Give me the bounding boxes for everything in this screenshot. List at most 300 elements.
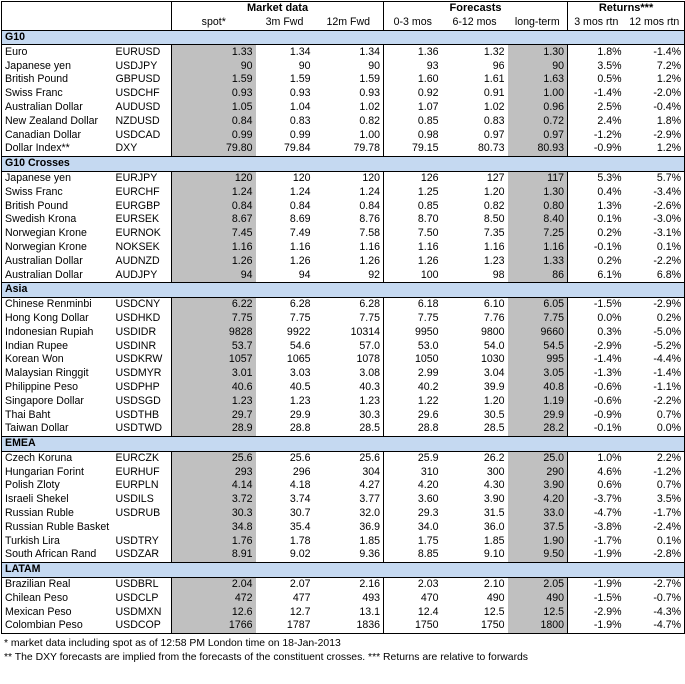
forecast-0-3-mos: 1.60 [384,73,442,87]
forecast-long-term: 1.63 [508,73,568,87]
forecast-0-3-mos: 1750 [384,619,442,633]
currency-name: Chinese Renminbi [2,297,113,311]
forecast-0-3-mos: 1.25 [384,185,442,199]
spot: 1.33 [172,45,256,59]
ticker: USDTRY [115,534,159,547]
currency-name: Hong Kong Dollar [2,312,113,326]
forecast-6-12-mos: 0.91 [483,87,505,100]
ticker: EURUSD [115,45,161,58]
forecast-6-12-mos: 1.16 [483,240,505,253]
forecast-long-term: 7.25 [508,227,568,241]
currency-name: Polish Zloty [2,479,113,493]
spot: 30.3 [172,507,256,521]
return-12-mos: 5.7% [625,171,685,185]
forecast-long-term: 25.0 [508,451,568,465]
table-row [2,73,685,87]
table-row [2,171,685,185]
return-12-mos: -1.4% [625,45,685,59]
return-3-mos: 0.4% [568,185,625,199]
forecast-6-12-mos: 0.82 [483,199,505,212]
spot: 6.22 [172,297,256,311]
table-row [2,479,685,493]
forecast-6-12-mos: 6.10 [483,298,505,311]
table-row [2,312,685,326]
table-row [2,493,685,507]
forecast-0-3-mos: 470 [384,591,442,605]
forecast-long-term: 2.05 [508,577,568,591]
return-12-mos: -2.9% [625,297,685,311]
3m-fwd: 477 [292,591,311,604]
col-header-3m-fwd: 3m Fwd [265,16,304,29]
3m-fwd: 120 [292,171,311,184]
return-12-mos: -5.0% [625,325,685,339]
spot: 0.93 [172,87,256,101]
forecast-6-12-mos: 9800 [480,325,505,338]
12m-fwd: 304 [362,465,381,478]
spot: 34.8 [172,520,256,534]
12m-fwd: 7.58 [359,227,381,240]
3m-fwd: 2.07 [289,578,311,591]
return-12-mos: -2.0% [625,87,685,101]
ticker [113,520,172,534]
spot: 1.05 [172,101,256,115]
header-column-row [2,16,685,30]
currency-name: Norwegian Krone [2,241,113,255]
return-12-mos: -4.7% [625,619,685,633]
return-3-mos: -1.7% [568,534,625,548]
footnote-dxy-returns: ** The DXY forecasts are implied from the forecasts of the constituent crosses. *** Returns are relative to forwards [4,651,529,663]
return-12-mos: -3.4% [625,185,685,199]
forecast-long-term: 1.90 [508,534,568,548]
forecast-long-term: 1.00 [508,87,568,101]
12m-fwd: 36.9 [359,520,381,533]
table-row [2,605,685,619]
col-header-0-3-mos: 0-3 mos [384,16,442,30]
3m-fwd: 1.59 [289,73,311,86]
12m-fwd: 40.3 [359,380,381,393]
currency-name: Singapore Dollar [2,394,113,408]
12m-fwd: 1836 [314,619,384,633]
forecast-long-term: 40.8 [508,381,568,395]
currency-name: South African Rand [2,548,113,562]
section-header [2,30,685,45]
return-12-mos: -2.6% [625,199,685,213]
spot: 1057 [172,353,256,367]
3m-fwd: 9922 [286,325,311,338]
12m-fwd: 1.59 [359,73,381,86]
return-3-mos: 0.2% [568,254,625,268]
forecast-6-12-mos: 1.85 [483,534,505,547]
forecast-long-term: 6.05 [508,297,568,311]
ticker: AUDUSD [115,100,161,113]
forecast-0-3-mos: 40.2 [384,381,442,395]
ticker: NZDUSD [115,114,160,127]
ticker: EURHUF [115,465,160,478]
currency-name: Indian Rupee [2,339,113,353]
return-3-mos: 2.5% [568,101,625,115]
section-header [2,562,685,577]
spot: 28.9 [172,422,256,436]
return-12-mos: -1.4% [625,367,685,381]
currency-name: Taiwan Dollar [2,422,113,436]
forecast-0-3-mos: 29.3 [384,507,442,521]
forecast-6-12-mos: 96 [492,59,505,72]
table-row [2,142,685,156]
return-12-mos: 0.1% [625,241,685,255]
section-title: G10 Crosses [2,156,685,171]
return-3-mos: -1.5% [568,591,625,605]
forecast-6-12-mos: 1.02 [483,100,505,113]
currency-name: Turkish Lira [2,534,113,548]
header-blank-2 [2,16,172,30]
ticker: EURSEK [115,213,160,226]
3m-fwd: 35.4 [289,520,311,533]
return-12-mos: 6.8% [625,268,685,282]
12m-fwd: 1.23 [359,394,381,407]
return-3-mos: 0.3% [568,325,625,339]
spot: 2.04 [172,577,256,591]
return-3-mos: -3.7% [568,493,625,507]
currency-name: Australian Dollar [2,254,113,268]
table-row [2,59,685,73]
spot: 25.6 [172,451,256,465]
forecast-6-12-mos: 3.90 [483,493,505,506]
currency-name: Russian Ruble Basket [2,520,113,534]
12m-fwd: 1.16 [359,240,381,253]
ticker: AUDJPY [115,268,158,281]
return-3-mos: -1.9% [568,577,625,591]
currency-name: Australian Dollar [2,268,113,282]
table-row [2,297,685,311]
forecast-6-12-mos: 1750 [442,619,508,633]
forecast-long-term: 1.33 [508,254,568,268]
header-group-forecasts: Forecasts [384,2,568,16]
return-12-mos: 0.1% [625,534,685,548]
forecast-6-12-mos: 7.76 [483,311,505,324]
12m-fwd: 6.28 [359,298,381,311]
return-3-mos: -0.9% [568,408,625,422]
12m-fwd: 3.08 [359,367,381,380]
currency-name: Colombian Peso [2,619,113,633]
ticker: USDINR [115,339,157,352]
forecast-long-term: 33.0 [508,507,568,521]
spot: 8.67 [172,213,256,227]
spot: 293 [172,465,256,479]
spot: 7.75 [172,312,256,326]
spot: 1.59 [172,73,256,87]
12m-fwd: 10314 [350,325,381,338]
forecast-6-12-mos: 490 [486,591,505,604]
ticker: EURPLN [115,479,159,492]
col-header-long-term: long-term [514,16,560,29]
currency-name: Russian Ruble [2,507,113,521]
forecast-0-3-mos: 8.70 [384,213,442,227]
forecast-0-3-mos: 79.15 [384,142,442,156]
forecast-long-term: 12.5 [508,605,568,619]
ticker: EURJPY [115,171,158,184]
table-row [2,241,685,255]
section-title: LATAM [2,562,685,577]
ticker: USDCHF [115,87,160,100]
return-3-mos: -1.3% [568,367,625,381]
return-3-mos: -3.8% [568,520,625,534]
return-12-mos: -1.7% [625,507,685,521]
forecast-6-12-mos: 3.04 [483,367,505,380]
forecast-long-term: 29.9 [508,408,568,422]
forecast-0-3-mos: 4.20 [384,479,442,493]
12m-fwd: 28.5 [359,422,381,435]
ticker: USDMYR [115,367,162,380]
12m-fwd: 1.34 [359,45,381,58]
ticker: DXY [115,142,138,155]
3m-fwd: 12.7 [289,605,311,618]
return-3-mos: 6.1% [568,268,625,282]
ticker: EURNOK [115,227,161,240]
forecast-long-term: 4.20 [508,493,568,507]
return-12-mos: -3.1% [625,227,685,241]
12m-fwd: 32.0 [359,507,381,520]
ticker: USDSGD [115,394,161,407]
spot: 12.6 [172,605,256,619]
col-header-12-mos-rtn: 12 mos rtn [625,16,685,30]
12m-fwd: 1.02 [359,100,381,113]
12m-fwd: 1.85 [359,534,381,547]
return-3-mos: 5.3% [568,171,625,185]
spot: 120 [172,171,256,185]
return-12-mos: -5.2% [625,339,685,353]
12m-fwd: 493 [362,591,381,604]
forecast-0-3-mos: 2.03 [384,577,442,591]
table-row [2,101,685,115]
currency-name: Swiss Franc [2,87,113,101]
col-header-3-mos-rtn: 3 mos rtn [568,16,625,30]
ticker: GBPUSD [115,73,161,86]
3m-fwd: 0.83 [289,114,311,127]
return-3-mos: -0.6% [568,381,625,395]
ticker: USDTWD [115,422,162,435]
forecast-0-3-mos: 29.6 [384,408,442,422]
currency-name: Swedish Krona [2,213,113,227]
forecast-long-term: 995 [508,353,568,367]
3m-fwd: 4.18 [289,479,311,492]
forecast-long-term: 1800 [508,619,568,633]
forecast-0-3-mos: 1.07 [384,101,442,115]
header-group-returns: Returns*** [568,2,685,16]
12m-fwd: 92 [368,268,381,281]
spot: 8.91 [172,548,256,562]
currency-name: Hungarian Forint [2,465,113,479]
forecast-0-3-mos: 25.9 [384,451,442,465]
forecast-6-12-mos: 31.5 [483,507,505,520]
3m-fwd: 94 [298,268,311,281]
forecast-6-12-mos: 1.23 [483,254,505,267]
forecast-long-term: 9660 [508,325,568,339]
table-row [2,213,685,227]
forecast-0-3-mos: 53.0 [384,339,442,353]
forecast-0-3-mos: 126 [384,171,442,185]
spot: 1.23 [172,394,256,408]
return-12-mos: -1.1% [625,381,685,395]
return-12-mos: -2.7% [625,577,685,591]
forecast-0-3-mos: 34.0 [384,520,442,534]
3m-fwd: 0.93 [289,87,311,100]
3m-fwd: 1787 [256,619,314,633]
return-3-mos: -1.2% [568,128,625,142]
forecast-0-3-mos: 6.18 [384,297,442,311]
forecast-long-term: 80.93 [508,142,568,156]
forecast-long-term: 7.75 [508,312,568,326]
ticker: EURGBP [115,199,161,212]
forecast-6-12-mos: 1.20 [483,394,505,407]
12m-fwd: 0.84 [359,199,381,212]
spot: 29.7 [172,408,256,422]
12m-fwd: 120 [362,171,381,184]
3m-fwd: 1.16 [289,240,311,253]
table-row [2,353,685,367]
forecast-0-3-mos: 1.36 [384,45,442,59]
forecast-6-12-mos: 36.0 [483,520,505,533]
spot: 9828 [172,325,256,339]
return-3-mos: 0.2% [568,227,625,241]
currency-name: Euro [2,45,113,59]
forecast-6-12-mos: 1030 [480,353,505,366]
spot: 79.80 [172,142,256,156]
forecast-long-term: 1.16 [508,241,568,255]
table-row [2,87,685,101]
currency-name: Mexican Peso [2,605,113,619]
spot: 0.84 [172,114,256,128]
spot: 3.01 [172,367,256,381]
12m-fwd: 1.24 [359,185,381,198]
table-row [2,451,685,465]
return-3-mos: -0.9% [568,142,625,156]
return-3-mos: 1.0% [568,451,625,465]
table-row [2,422,685,436]
return-3-mos: -1.9% [568,548,625,562]
forecast-0-3-mos: 7.50 [384,227,442,241]
section-header [2,282,685,297]
forecast-6-12-mos: 4.30 [483,479,505,492]
table-row [2,394,685,408]
forecast-6-12-mos: 98 [492,268,505,281]
3m-fwd: 29.9 [289,408,311,421]
forecast-long-term: 0.80 [508,199,568,213]
spot: 1.76 [172,534,256,548]
3m-fwd: 3.74 [289,493,311,506]
forecast-0-3-mos: 12.4 [384,605,442,619]
spot: 472 [172,591,256,605]
3m-fwd: 1.34 [289,45,311,58]
forecast-0-3-mos: 93 [384,59,442,73]
return-12-mos: 1.2% [625,73,685,87]
forecast-long-term: 0.72 [508,114,568,128]
currency-name: Chilean Peso [2,591,113,605]
table-row [2,465,685,479]
12m-fwd: 57.0 [359,339,381,352]
header-blank [2,2,172,16]
return-3-mos: 0.5% [568,73,625,87]
forecast-0-3-mos: 3.60 [384,493,442,507]
forecast-long-term: 3.05 [508,367,568,381]
footnote-market-data: * market data including spot as of 12:58 PM London time on 18-Jan-2013 [4,637,341,649]
12m-fwd: 7.75 [359,311,381,324]
return-12-mos: -1.2% [625,465,685,479]
return-12-mos: -2.9% [625,128,685,142]
forecast-6-12-mos: 7.35 [483,227,505,240]
12m-fwd: 1.26 [359,254,381,267]
forecast-0-3-mos: 1.16 [384,241,442,255]
12m-fwd: 8.76 [359,213,381,226]
return-3-mos: 1.8% [568,45,625,59]
table-row [2,325,685,339]
currency-name: Japanese yen [2,59,113,73]
forecast-long-term: 117 [508,171,568,185]
section-title: G10 [2,30,685,45]
return-12-mos: 1.8% [625,114,685,128]
3m-fwd: 1.78 [289,534,311,547]
forecast-long-term: 54.5 [508,339,568,353]
return-12-mos: -0.7% [625,591,685,605]
currency-name: Czech Koruna [2,451,113,465]
ticker: USDCOP [113,619,172,633]
return-3-mos: -2.9% [568,605,625,619]
footnotes [4,637,685,665]
return-12-mos: 0.7% [625,408,685,422]
3m-fwd: 1.24 [289,185,311,198]
return-3-mos: 4.6% [568,465,625,479]
forecast-0-3-mos: 1.26 [384,254,442,268]
spot: 7.45 [172,227,256,241]
forecast-0-3-mos: 7.75 [384,312,442,326]
spot: 1.24 [172,185,256,199]
currency-name: Canadian Dollar [2,128,113,142]
currency-name: British Pound [2,199,113,213]
return-3-mos: 3.5% [568,59,625,73]
spot: 0.99 [172,128,256,142]
forecast-0-3-mos: 0.92 [384,87,442,101]
forecast-0-3-mos: 8.85 [384,548,442,562]
forecast-6-12-mos: 1.32 [483,45,505,58]
table-row [2,268,685,282]
return-12-mos: -2.2% [625,254,685,268]
3m-fwd: 6.28 [289,298,311,311]
ticker: USDCNY [115,298,161,311]
return-12-mos: -2.8% [625,548,685,562]
return-12-mos: 0.2% [625,312,685,326]
ticker: AUDNZD [115,254,160,267]
3m-fwd: 90 [298,59,311,72]
currency-name: Korean Won [2,353,113,367]
forecast-6-12-mos: 80.73 [478,142,505,155]
return-12-mos: -4.4% [625,353,685,367]
3m-fwd: 7.49 [289,227,311,240]
forecast-long-term: 1.30 [508,45,568,59]
forecast-6-12-mos: 12.5 [483,605,505,618]
return-12-mos: -0.4% [625,101,685,115]
ticker: USDCLP [115,591,159,604]
3m-fwd: 3.03 [289,367,311,380]
spot: 0.84 [172,199,256,213]
spot: 1.16 [172,241,256,255]
forecast-6-12-mos: 9.10 [483,548,505,561]
currency-name: Indonesian Rupiah [2,325,113,339]
forecast-0-3-mos: 1.75 [384,534,442,548]
12m-fwd: 1078 [356,353,381,366]
table-row [2,577,685,591]
forecast-0-3-mos: 100 [384,268,442,282]
return-12-mos: 7.2% [625,59,685,73]
return-3-mos: 0.6% [568,479,625,493]
